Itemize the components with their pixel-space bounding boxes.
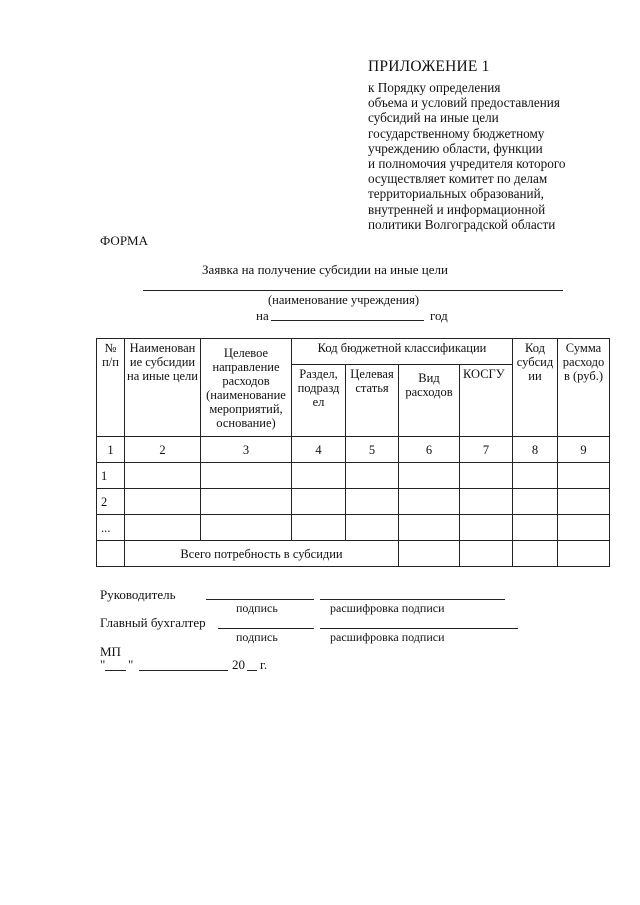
appendix-line: к Порядку определения	[368, 80, 501, 95]
year-blank-line	[271, 320, 424, 321]
col-number: 1	[97, 437, 125, 463]
accountant-sign-caption: подпись	[236, 630, 278, 644]
appendix-line: территориальных образований,	[368, 186, 544, 202]
header-num: № п/п	[97, 339, 125, 437]
date-close-quote: "	[128, 657, 134, 672]
total-label: Всего потребность в субсидии	[125, 541, 399, 567]
row-number: 1	[97, 463, 125, 489]
header-budget-code: Код бюджетной классификации	[292, 339, 513, 365]
institution-line	[143, 290, 563, 291]
col-number: 3	[201, 437, 292, 463]
appendix-line: объема и условий предоставления	[368, 95, 560, 111]
row-number: 2	[97, 489, 125, 515]
header-target: Целевая статья	[346, 365, 399, 437]
date-year-prefix: 20	[232, 657, 245, 672]
date-year-suffix: г.	[260, 657, 268, 672]
table-row	[97, 489, 610, 515]
institution-caption: (наименование учреждения)	[268, 293, 419, 307]
date-month-line	[139, 670, 228, 671]
header-subsidy-code: Код субсид ии	[513, 339, 558, 437]
row-number: ...	[97, 515, 125, 541]
appendix-line: учреждению области, функции	[368, 140, 543, 156]
appendix-line: осуществляет комитет по делам	[368, 171, 548, 187]
head-label: Руководитель	[100, 587, 176, 602]
col-number: 4	[292, 437, 346, 463]
col-number: 9	[558, 437, 610, 463]
appendix-title: ПРИЛОЖЕНИЕ 1	[368, 58, 490, 75]
date-year-line	[247, 670, 257, 671]
header-kosgu: КОСГУ	[460, 365, 513, 437]
head-decode-line	[320, 599, 505, 600]
header-amount: Сумма расходо в (руб.)	[558, 339, 610, 437]
accountant-decode-line	[320, 628, 518, 629]
accountant-decode-caption: расшифровка подписи	[330, 630, 445, 644]
total-row	[97, 541, 610, 567]
appendix-line: и полномочия учредителя которого	[368, 156, 566, 172]
col-number: 2	[125, 437, 201, 463]
header-purpose: Целевое направление расходов (наименование мероприятий, основание)	[201, 339, 292, 437]
appendix-line: субсидий на иные цели	[368, 110, 499, 126]
head-sign-caption: подпись	[236, 601, 278, 615]
table-row	[97, 463, 610, 489]
head-decode-caption: расшифровка подписи	[330, 601, 445, 615]
header-exp-type: Вид расходов	[399, 365, 460, 437]
year-label: год	[430, 308, 448, 323]
date-open-quote: "	[100, 657, 106, 672]
col-number: 7	[460, 437, 513, 463]
date-day-line	[105, 670, 126, 671]
appendix-line: политики Волгоградской области	[368, 216, 556, 232]
on-label: на	[256, 308, 269, 323]
appendix-line: внутренней и информационной	[368, 201, 546, 217]
col-number: 6	[399, 437, 460, 463]
col-number: 5	[346, 437, 399, 463]
header-section: Раздел, подразд ел	[292, 365, 346, 437]
stamp-label: МП	[100, 644, 121, 659]
accountant-signature-line	[218, 628, 314, 629]
col-number: 8	[513, 437, 558, 463]
table-row	[97, 515, 610, 541]
subsidy-table	[96, 338, 610, 567]
document-title: Заявка на получение субсидии на иные цели	[202, 262, 448, 277]
appendix-subtitle	[368, 80, 618, 232]
header-name: Наименован ие субсидии на иные цели	[125, 339, 201, 437]
appendix-line: государственному бюджетному	[368, 125, 545, 141]
accountant-label: Главный бухгалтер	[100, 615, 206, 630]
form-label: ФОРМА	[100, 233, 148, 248]
head-signature-line	[206, 599, 314, 600]
